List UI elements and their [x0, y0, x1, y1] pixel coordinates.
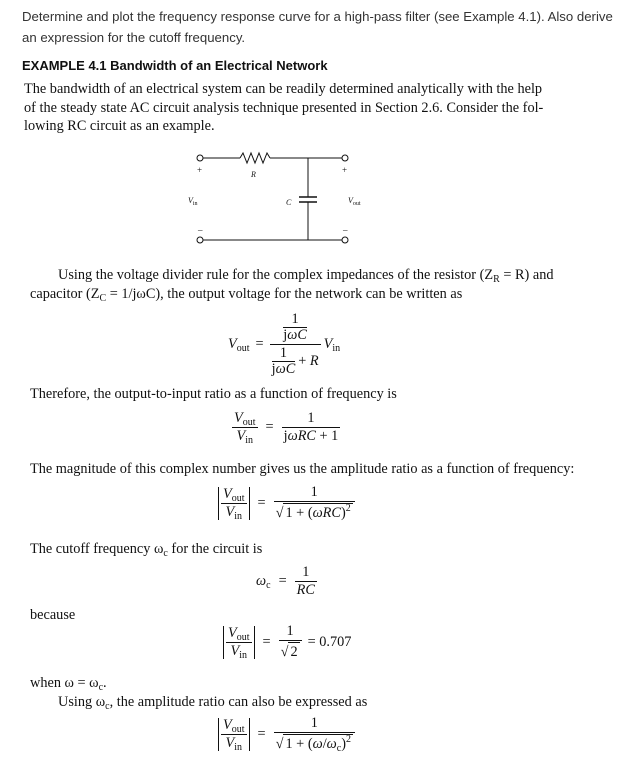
intro-paragraph: [24, 80, 624, 136]
equation-0707: $\frac{V_{out}}{V_{in}}$ = 1 √ 2 = 0.707: [223, 624, 351, 660]
example-heading: EXAMPLE 4.1 Bandwidth of an Electrical Network: [22, 58, 328, 73]
divider-text-line-1: Using the voltage divider rule for the complex impedances of the resistor $(Z_R = R)$ and: [58, 267, 554, 285]
capacitor-label: C: [286, 198, 292, 207]
magnitude-text: The magnitude of this complex number gives us the amplitude ratio as a function of frequency:: [30, 461, 575, 477]
equation-normalized: $\frac{V_{out}}{V_{in}}$ = 1 √ $1 + (\omega/\omega_c)^2$: [218, 716, 355, 752]
equation-vout-divider: $V_{out}$ = 1 jωC 1 jωC + R $V_{in}$: [228, 311, 341, 377]
resistor-symbol: [240, 153, 270, 163]
divider-text-line-2: capacitor $(Z_C = 1/j\omega C)$, the output voltage for the network can be written as: [30, 286, 463, 304]
intro-line-3: lowing RC circuit as an example.: [24, 118, 215, 134]
cutoff-text: The cutoff frequency $\omega_c$ for the circuit is: [30, 541, 263, 559]
terminal-out-bottom: [342, 237, 348, 243]
equation-cutoff: $\omega_c$ = $\frac{1}{RC}$: [256, 564, 315, 598]
because-text: because: [30, 607, 76, 623]
terminal-in-top: [197, 155, 203, 161]
resistor-label: R: [251, 170, 256, 179]
vin-label: $V_{in}$: [188, 196, 198, 207]
intro-line-2: of the steady state AC circuit analysis technique presented in Section 2.6. Consider the fol-: [24, 99, 544, 116]
when-text: when $\omega = \omega_c$.: [30, 675, 107, 693]
rc-circuit-diagram: [180, 145, 370, 250]
plus-left-label: +: [197, 165, 203, 175]
terminal-in-bottom: [197, 237, 203, 243]
intro-line-1: The bandwidth of an electrical system can be readily determined analytically with the help: [24, 81, 543, 97]
equation-magnitude: $\frac{V_{out}}{V_{in}}$ = 1 √ $1 + (\omega RC)^2$: [218, 485, 355, 521]
using-text: Using $\omega_c$, the amplitude ratio can also be expressed as: [58, 694, 368, 712]
therefore-text: Therefore, the output-to-input ratio as a function of frequency is: [30, 386, 397, 402]
value-0707: = 0.707: [307, 633, 352, 650]
minus-right-label: –: [343, 225, 348, 235]
plus-right-label: +: [342, 165, 348, 175]
minus-left-label: –: [198, 225, 203, 235]
terminal-out-top: [342, 155, 348, 161]
question-text: Determine and plot the frequency response curve for a high-pass filter (see Example 4.1). Also derive an expression for the cutoff frequency.: [22, 9, 613, 45]
vout-label: $V_{out}$: [348, 196, 361, 207]
equation-ratio: $\frac{V_{out}}{V_{in}}$ = $\frac{1}{\text{jωRC + 1}}$: [234, 410, 339, 446]
